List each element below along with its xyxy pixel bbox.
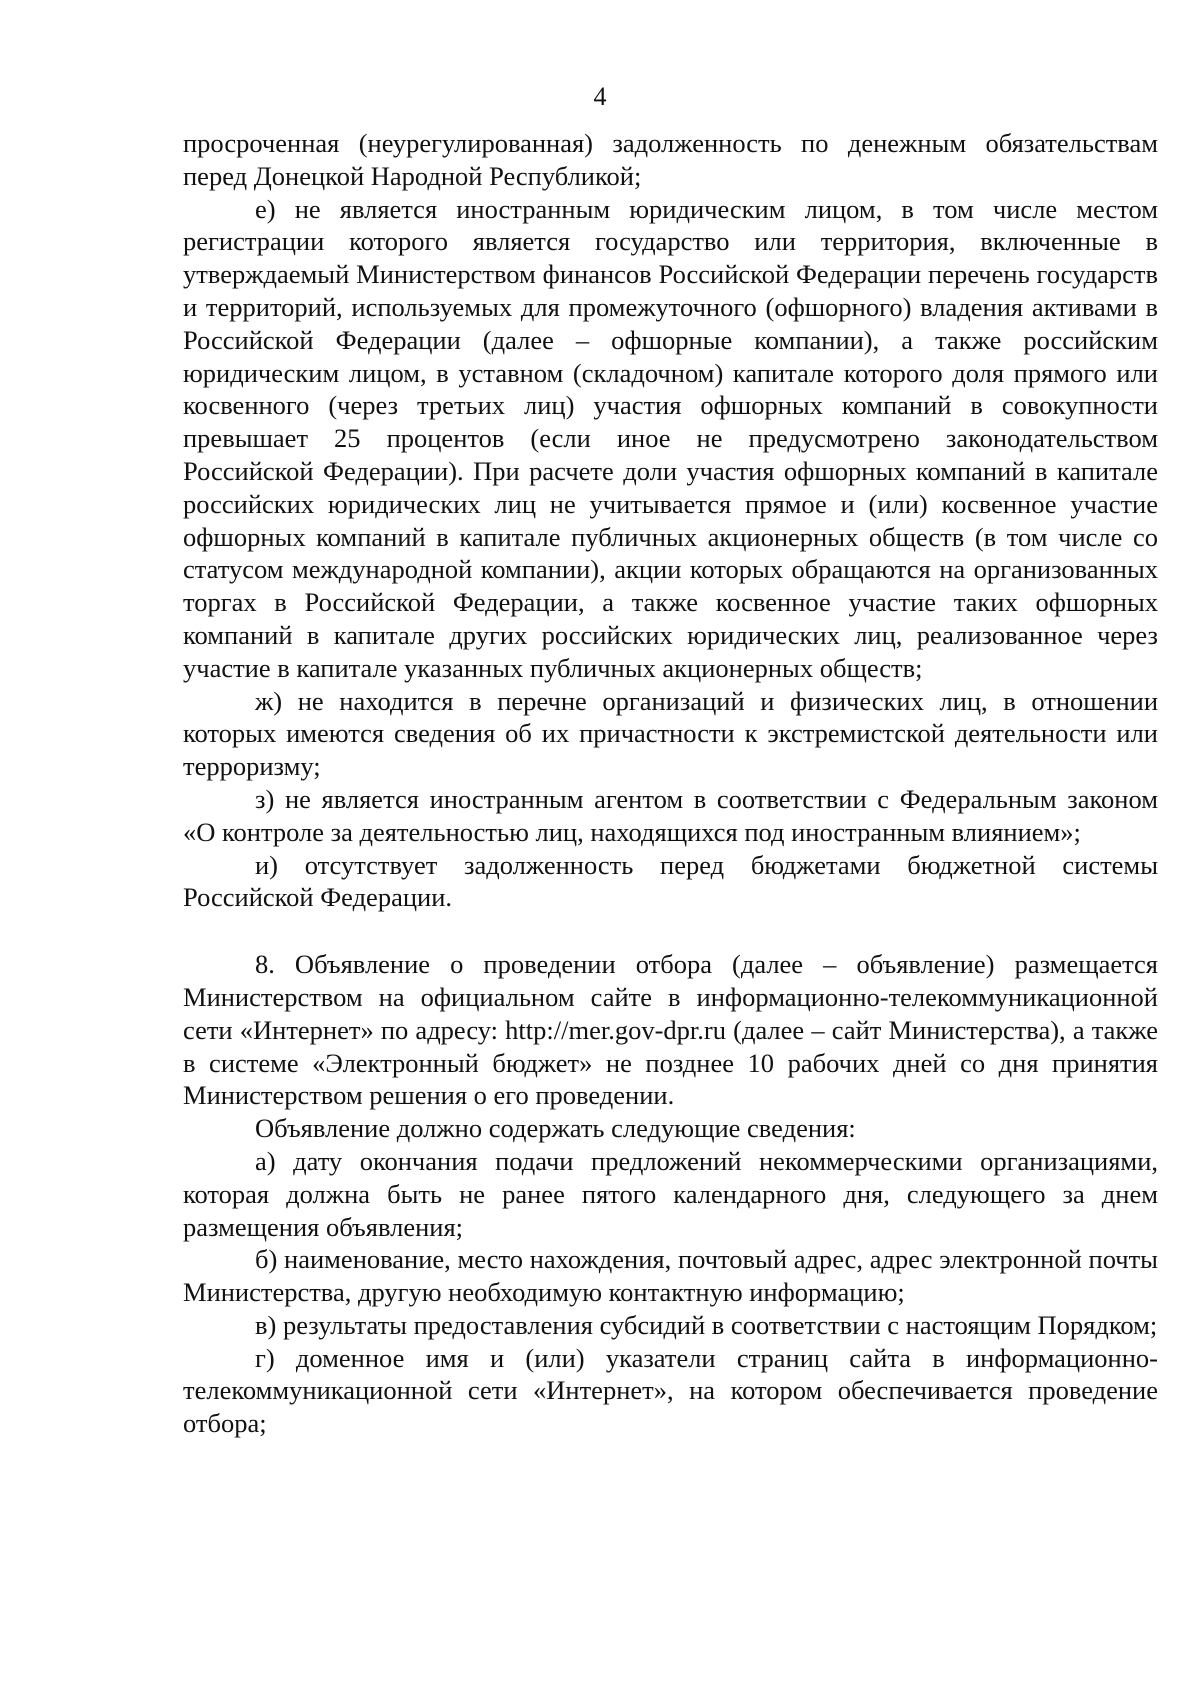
page-number: 4 [593, 82, 607, 111]
paragraph-zh-extremism: ж) не находится в перечне организаций и физических лиц, в отношении которых имеются сведения об их причастности к экстремистской деятельности или терроризму; [183, 685, 1158, 782]
paragraph-g-domain: г) доменное имя и (или) указатели страниц сайта в информационно-телекоммуникационной сети «Интернет», на котором обеспечивается проведение отбора; [183, 1342, 1158, 1439]
paragraph-a-deadline: а) дату окончания подачи предложений некоммерческими организациями, которая должна быть не ранее пятого календарного дня, следующего за днем размещения объявления; [183, 1145, 1158, 1242]
paragraph-e-offshore: е) не является иностранным юридическим лицом, в том числе местом регистрации которого является государство или территория, включенные в утверждаемый Министерством финансов Российской Федерации перечень государств и территорий, используемых для промежуточного (офшорного) владения активами в Российской Федерации (далее – офшорные компании), а также российским юридическим лицом, в уставном (складочном) капитале которого доля прямого или косвенного (через третьих лиц) участия офшорных компаний в совокупности превышает 25 процентов (если иное не предусмотрено законодательством Российской Федерации). При расчете доли участия офшорных компаний в капитале российских юридических лиц не учитывается прямое и (или) косвенное участие офшорных компаний в капитале публичных акционерных обществ (в том числе со статусом международной компании), акции которых обращаются на организованных торгах в Российской Федерации, а также косвенное участие таких офшорных компаний в капитале других российских юридических лиц, реализованное через участие в капитале указанных публичных акционерных обществ; [183, 193, 1158, 683]
paragraph-announcement-contents: Объявление должно содержать следующие сведения: [255, 1113, 856, 1144]
paragraph-8-announcement: 8. Объявление о проведении отбора (далее – объявление) размещается Министерством на официальном сайте в информационно-телекоммуникационной сети «Интернет» по адресу: http://mer.gov-dpr.ru (далее – сайт Министерства), а также в системе «Электронный бюджет» не позднее 10 рабочих дней со дня принятия Министерством решения о его проведении. [183, 949, 1158, 1111]
paragraph-z-foreign-agent: з) не является иностранным агентом в соответствии с Федеральным законом «О контроле за деятельностью лиц, находящихся под иностранным влиянием»; [183, 783, 1158, 847]
paragraph-v-results: в) результаты предоставления субсидий в соответствии с настоящим Порядком; [255, 1309, 1158, 1340]
document-body [183, 127, 1158, 1440]
paragraph-b-contacts: б) наименование, место нахождения, почтовый адрес, адрес электронной почты Министерства, другую необходимую контактную информацию; [183, 1244, 1158, 1308]
paragraph-continuation-debt: просроченная (неурегулированная) задолженность по денежным обязательствам перед Донецкой Народной Республикой; [183, 128, 1158, 191]
paragraph-i-budget-debt: и) отсутствует задолженность перед бюджетами бюджетной системы Российской Федерации. [183, 849, 1158, 913]
section-gap [183, 914, 1158, 948]
